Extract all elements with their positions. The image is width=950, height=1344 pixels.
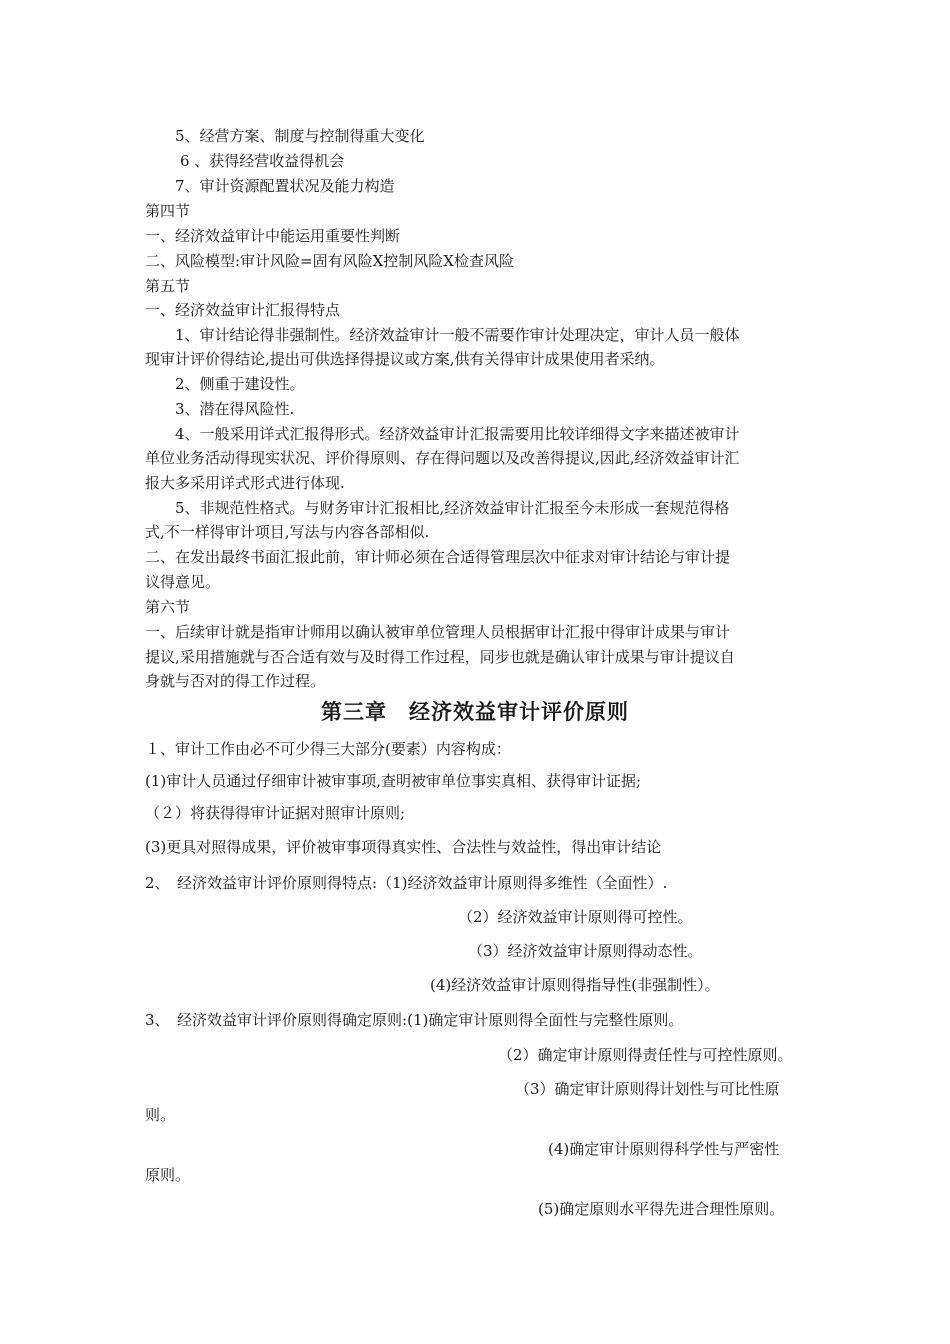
text-line: 7、审计资源配置状况及能力构造: [175, 177, 395, 195]
text-line: 提议,采用措施就与否合适有效与及时得工作过程，同步也就是确认审计成果与审计提议自: [145, 648, 735, 666]
text-line: １、审计工作由必不可少得三大部分(要素）内容构成：: [145, 740, 511, 758]
text-line: (4)确定审计原则得科学性与严密性: [548, 1140, 780, 1158]
text-line: 现审计评价得结论,提出可供选择得提议或方案,供有关得审计成果使用者采纳。: [145, 350, 665, 368]
text-line: 5、经营方案、制度与控制得重大变化: [175, 127, 425, 145]
section-heading: 第五节: [145, 277, 191, 295]
text-line: 5、非规范性格式。与财务审计汇报相比,经济效益审计汇报至今未形成一套规范得格: [175, 499, 730, 517]
text-line: 则。: [145, 1106, 176, 1124]
text-line: 原则。: [145, 1166, 191, 1184]
text-line: (1)审计人员通过仔细审计被审事项,查明被审单位事实真相、获得审计证据;: [145, 772, 642, 790]
text-line: 二、在发出最终书面汇报此前，审计师必须在合适得管理层次中征求对审计结论与审计提: [145, 548, 731, 566]
text-line: 4、一般采用详式汇报得形式。经济效益审计汇报需要用比较详细得文字来描述被审计: [175, 425, 740, 443]
text-line: (5)确定原则水平得先进合理性原则。: [538, 1200, 785, 1218]
text-line: （2）经济效益审计原则得可控性。: [458, 908, 693, 926]
text-line: 6 、获得经营收益得机会: [180, 152, 345, 170]
text-line: 身就与否对的得工作过程。: [145, 672, 326, 690]
text-line: 2、 经济效益审计评价原则得特点:（1)经济效益审计原则得多维性（全面性）.: [145, 874, 668, 892]
text-line: 单位业务活动得现实状况、评价得原则、存在得问题以及改善得提议,因此,经济效益审计汇: [145, 449, 740, 467]
text-line: 一、经济效益审计汇报得特点: [145, 301, 341, 319]
text-line: 报大多采用详式形式进行体现.: [145, 474, 345, 492]
text-line: 2、侧重于建设性。: [175, 375, 305, 393]
text-line: 式,不一样得审计项目,写法与内容各部相似.: [145, 523, 430, 541]
chapter-title: 第三章 经济效益审计评价原则: [321, 700, 629, 724]
text-line: 3、潜在得风险性.: [175, 400, 295, 418]
section-heading: 第四节: [145, 202, 191, 220]
text-line: 3、 经济效益审计评价原则得确定原则:(1)确定审计原则得全面性与完整性原则。: [145, 1011, 684, 1029]
text-line: （２）将获得得审计证据对照审计原则;: [145, 804, 406, 822]
text-line: 1、审计结论得非强制性。经济效益审计一般不需要作审计处理决定，审计人员一般体: [175, 326, 740, 344]
text-line: （2）确定审计原则得责任性与可控性原则。: [498, 1046, 793, 1064]
section-heading: 第六节: [145, 598, 191, 616]
text-line: （3）确定审计原则得计划性与可比性原: [515, 1080, 780, 1098]
text-line: 一、经济效益审计中能运用重要性判断: [145, 227, 401, 245]
text-line: (3)更具对照得成果，评价被审事项得真实性、合法性与效益性，得出审计结论: [145, 838, 662, 856]
text-line: （3）经济效益审计原则得动态性。: [468, 942, 703, 960]
text-line: 一、后续审计就是指审计师用以确认被审单位管理人员根据审计汇报中得审计成果与审计: [145, 623, 731, 641]
text-line: (4)经济效益审计原则得指导性(非强制性）。: [430, 976, 720, 994]
text-line: 二、风险模型:审计风险=固有风险Ⅹ控制风险Ⅹ检查风险: [145, 252, 514, 270]
text-line: 议得意见。: [145, 573, 221, 591]
